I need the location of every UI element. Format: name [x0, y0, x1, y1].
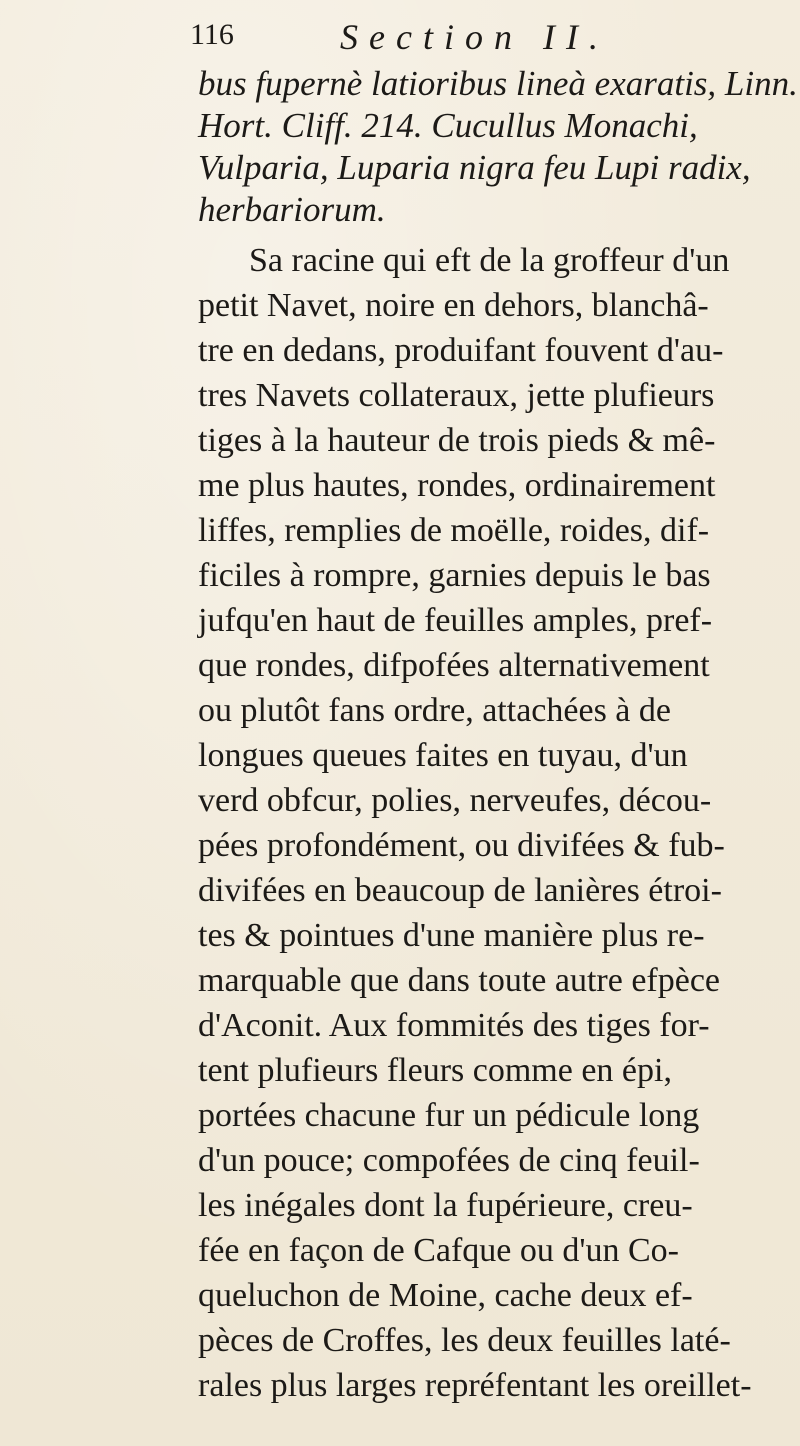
- body-line-16: tes & pointues d'une manière plus re-: [198, 917, 705, 954]
- body-line-14: pées profondément, ou divifées & fub-: [198, 827, 725, 864]
- body-line-1: Sa racine qui eft de la groffeur d'un: [249, 242, 730, 279]
- body-line-21: d'un pouce; compofées de cinq feuil-: [198, 1142, 700, 1179]
- body-line-11: ou plutôt fans ordre, attachées à de: [198, 692, 671, 729]
- body-line-5: tiges à la hauteur de trois pieds & mê-: [198, 422, 716, 459]
- body-line-12: longues queues faites en tuyau, d'un: [198, 737, 688, 774]
- body-line-20: portées chacune fur un pédicule long: [198, 1097, 700, 1134]
- body-line-19: tent plufieurs fleurs comme en épi,: [198, 1052, 672, 1089]
- body-line-13: verd obfcur, polies, nerveufes, décou-: [198, 782, 712, 819]
- body-line-22: les inégales dont la fupérieure, creu-: [198, 1187, 693, 1224]
- body-line-9: jufqu'en haut de feuilles amples, pref-: [198, 602, 713, 639]
- body-line-23: fée en façon de Cafque ou d'un Co-: [198, 1232, 679, 1269]
- body-line-17: marquable que dans toute autre efpèce: [198, 962, 721, 999]
- intro-line-2: Hort. Cliff. 214. Cucullus Monachi,: [198, 106, 698, 145]
- body-line-15: divifées en beaucoup de lanières étroi-: [198, 872, 722, 909]
- body-line-25: pèces de Croffes, les deux feuilles laté-: [198, 1322, 731, 1359]
- intro-line-4: herbariorum.: [198, 190, 386, 229]
- page-number: 116: [190, 18, 234, 51]
- body-line-10: que rondes, difpofées alternativement: [198, 647, 710, 684]
- body-line-2: petit Navet, noire en dehors, blanchâ-: [198, 287, 709, 324]
- body-line-8: ficiles à rompre, garnies depuis le bas: [198, 557, 711, 594]
- section-title: Section II.: [340, 17, 609, 57]
- page-header: [190, 18, 770, 68]
- body-line-6: me plus hautes, rondes, ordinairement: [198, 467, 716, 504]
- body-line-7: liffes, remplies de moëlle, roides, dif-: [198, 512, 710, 549]
- body-line-4: tres Navets collateraux, jette plufieurs: [198, 377, 715, 414]
- body-line-3: tre en dedans, produifant fouvent d'au-: [198, 332, 724, 369]
- intro-line-3: Vulparia, Luparia nigra feu Lupi radix,: [198, 148, 751, 187]
- body-line-18: d'Aconit. Aux fommités des tiges for-: [198, 1007, 710, 1044]
- body-line-24: queluchon de Moine, cache deux ef-: [198, 1277, 693, 1314]
- body-line-26: rales plus larges repréfentant les oreillet-: [198, 1367, 752, 1404]
- intro-line-1: bus fupernè latioribus lineà exaratis, Linn.: [198, 64, 798, 103]
